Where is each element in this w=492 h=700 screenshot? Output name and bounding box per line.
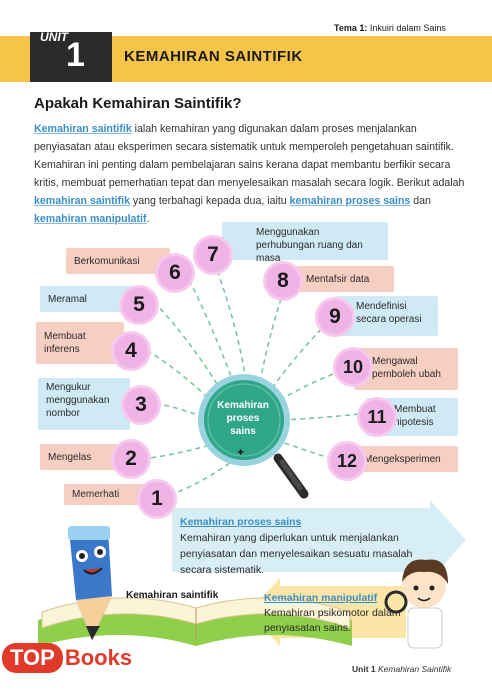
skill-label-4: Membuat inferens — [44, 331, 86, 355]
skill-box-4 — [36, 322, 124, 364]
page-footer — [352, 664, 451, 674]
manip-title: Kemahiran manipulatif — [264, 592, 378, 604]
skill-badge-9: 9 — [318, 300, 352, 334]
skill-badge-3: 3 — [124, 388, 158, 422]
skill-label-12: Mengeksperimen — [364, 454, 441, 465]
skill-label-2: Mengelas — [48, 452, 92, 463]
text-1: ialah kemahiran yang digunakan dalam proses menjalankan penyiasatan atau eksperimen secara sistematik untuk memperoleh pengetahuan saintifik. Kemahiran ini penting dalam pembelajaran sains kerana dapat membantu berfikir secara kritis, membuat pemerhatian tepat dan menyelesaikan masalah secara logik. Berikut adalah — [34, 123, 465, 189]
skill-label-9: Mendefinisi secara operasi — [356, 301, 422, 325]
skill-box-2 — [40, 444, 124, 470]
theme-prefix: Tema 1: — [334, 23, 368, 33]
skill-box-8 — [284, 266, 394, 292]
proses-description — [180, 514, 420, 578]
unit-number: 1 — [66, 36, 85, 74]
connector-4 — [146, 350, 214, 404]
keyword-0: Kemahiran saintifik — [34, 123, 132, 135]
page-title: KEMAHIRAN SAINTIFIK — [124, 48, 303, 65]
skill-badge-2: 2 — [114, 442, 148, 476]
center-label: Kemahiran proses sains — [217, 400, 269, 437]
keyword-2: kemahiran saintifik — [34, 195, 130, 207]
text-3: yang terbahagi kepada dua, iaitu — [129, 195, 290, 207]
topbooks-logo — [2, 643, 132, 673]
proses-desc: Kemahiran yang diperlukan untuk menjalankan penyiasatan dan menyelesaikan sesuatu masalah secara sistematik. — [180, 532, 413, 576]
skill-badge-5: 5 — [122, 288, 156, 322]
skill-label-3: Mengukur menggunakan nombor — [46, 382, 110, 419]
skill-label-7: Menggunakan perhubungan ruang dan masa — [256, 227, 363, 264]
connector-12 — [276, 440, 336, 460]
footer-unit: Unit 1 — [352, 664, 376, 674]
skill-badge-4: 4 — [114, 334, 148, 368]
connector-7 — [214, 262, 246, 380]
skill-box-6 — [66, 248, 170, 274]
skill-badge-7: 7 — [196, 238, 230, 272]
skill-box-7 — [222, 222, 388, 264]
skill-label-10: Mengawal pemboleh ubah — [372, 356, 441, 380]
connector-6 — [186, 274, 234, 384]
keyword-6: kemahiran manipulatif — [34, 213, 147, 225]
book-label: Kemahiran saintifik — [126, 590, 219, 601]
skill-box-3 — [38, 378, 130, 430]
manip-desc: Kemahiran psikomotor dalam penyiasatan sains. — [264, 607, 401, 634]
logo-top: TOP — [2, 643, 63, 673]
skill-label-5: Meramal — [48, 294, 87, 305]
section-heading: Apakah Kemahiran Saintifik? — [34, 95, 242, 112]
skill-badge-6: 6 — [158, 256, 192, 290]
proses-title: Kemahiran proses sains — [180, 516, 302, 528]
skill-box-5 — [40, 286, 132, 312]
manipulatif-description — [264, 591, 404, 636]
footer-title: Kemahiran Saintifik — [378, 664, 452, 674]
text-7: . — [146, 213, 150, 225]
skill-badge-12: 12 — [330, 444, 364, 478]
connector-11 — [282, 414, 360, 420]
text-5: dan — [410, 195, 431, 207]
skill-box-1 — [64, 484, 150, 505]
skill-label-6: Berkomunikasi — [74, 256, 140, 267]
unit-word: UNIT — [40, 30, 68, 44]
skill-badge-8: 8 — [266, 264, 300, 298]
skill-label-8: Mentafsir data — [306, 274, 370, 285]
sparkle-icon: ✦ — [236, 447, 246, 459]
connector-8 — [260, 284, 286, 382]
keyword-4: kemahiran proses sains — [289, 195, 411, 207]
skill-label-1: Memerhati — [72, 489, 120, 500]
connector-5 — [156, 304, 222, 392]
skill-badge-1: 1 — [140, 482, 174, 516]
skill-badge-10: 10 — [336, 350, 370, 384]
theme-text: Inkuiri dalam Sains — [369, 23, 446, 33]
skill-badge-11: 11 — [360, 400, 394, 434]
skill-label-11: Membuat hipotesis — [394, 404, 436, 428]
logo-books: Books — [64, 645, 133, 670]
